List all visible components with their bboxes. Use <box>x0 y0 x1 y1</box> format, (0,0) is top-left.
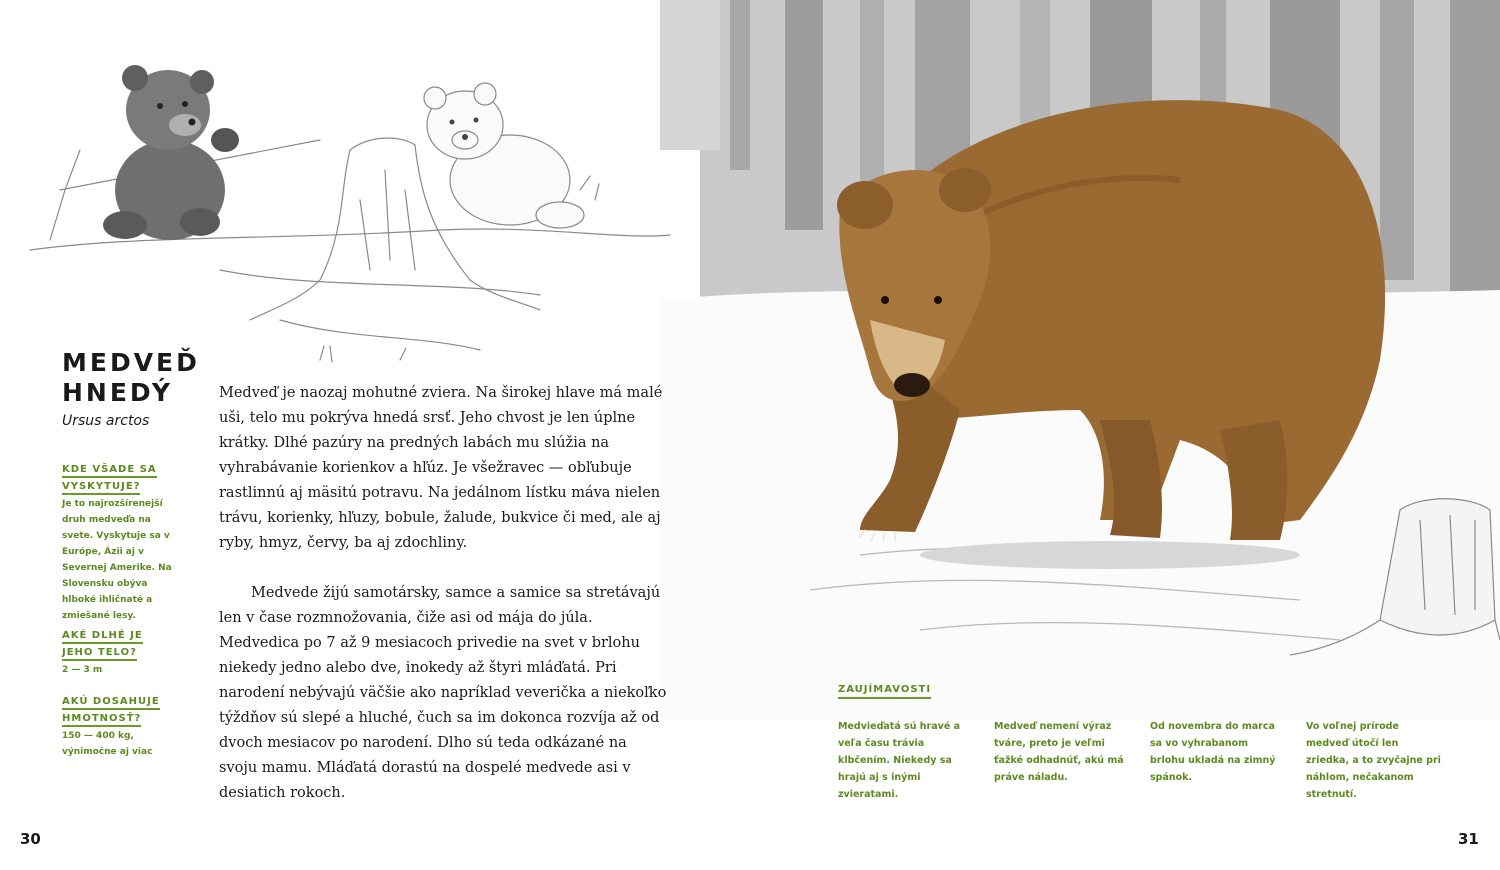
fact-heading-line-2: HMOTNOSŤ? <box>62 713 141 727</box>
adult-bear-figure <box>837 100 1385 569</box>
fact-heading <box>62 693 174 727</box>
bear-cubs-sketch-illustration <box>20 40 680 370</box>
title-line-2: HNEDÝ <box>62 378 173 407</box>
sitting-cub-figure <box>103 65 239 240</box>
trivia-item-2: Medveď nemení výraz tváre, preto je veľmi ťažké odhadnúť, akú má práve náladu. <box>994 721 1124 783</box>
fact-heading-line-2: VYSKYTUJE? <box>62 481 140 495</box>
trivia-item-4: Vo voľnej prírode medveď útočí len zriedka, a to zvyčajne pri náhlom, nečakanom stretnutí. <box>1306 721 1441 800</box>
resting-cub-figure <box>424 83 584 228</box>
fact-heading <box>62 627 174 661</box>
fact-heading-line-1: AKÚ DOSAHUJE <box>62 696 160 710</box>
body-paragraph-1: Medveď je naozaj mohutné zviera. Na širokej hlave má malé uši, telo mu pokrýva hnedá srsť. Jeho chvost je len úplne krátky. Dlhé pazúry na predných labách mu slúžia na vyhrabávanie korienkov a hľúz. Je všežravec — obľubuje rastlinnú aj mäsitú potravu. Na jedálnom lístku máva nielen trávu, korienky, hľuzy, bobule, žalude, bukvice či med, ale aj ryby, hmyz, červy, ba aj zdochliny. <box>219 385 663 551</box>
fact-text: 2 — 3 m <box>62 665 103 675</box>
fact-heading-line-2: JEHO TELO? <box>62 647 137 661</box>
page-title <box>62 348 200 408</box>
fact-text: 150 — 400 kg, výnimočne aj viac <box>62 731 153 757</box>
fact-weight <box>62 693 174 760</box>
fact-text: Je to najrozšírenejší druh medveďa na svete. Vyskytuje sa v Európe, Ázii aj v Severnej Amerike. Na Slovensku obýva hlboké ihličnaté a zmiešané lesy. <box>62 499 172 621</box>
page-number-left: 30 <box>20 830 41 848</box>
title-line-1: MEDVEĎ <box>62 348 200 377</box>
body-paragraph-2: Medvede žijú samotársky, samce a samice sa stretávajú len v čase rozmnožovania, čiže asi od mája do júla. Medvedica po 7 až 9 mesiacoch privedie na svet v brlohu niekedy jedno alebo dve, inokedy až štyri mláďatá. Pri narodení nebývajú väčšie ako napríklad veverička a niekoľko týždňov sú slepé a hluché, čuch sa im dokonca rozvíja až od dvoch mesiacov po narodení. Dlho sú teda odkázané na svoju mamu. Mláďatá dorastú na dospelé medvede asi v desiatich rokoch. <box>219 585 667 801</box>
fact-heading-line-1: AKÉ DLHÉ JE <box>62 630 143 644</box>
trivia-item-1: Medvieďatá sú hravé a veľa času trávia klbčením. Niekedy sa hrajú aj s inými zvieratami. <box>838 721 960 800</box>
page-number-right: 31 <box>1458 830 1479 848</box>
trivia-heading: ZAUJÍMAVOSTI <box>838 684 931 695</box>
latin-name: Ursus arctos <box>62 413 150 429</box>
main-text <box>219 381 669 806</box>
trivia-item-3: Od novembra do marca sa vo vyhrabanom brlohu ukladá na zimný spánok. <box>1150 721 1276 783</box>
fact-heading <box>62 461 174 495</box>
brown-bear-illustration <box>660 0 1500 720</box>
fact-heading-line-1: KDE VŠADE SA <box>62 464 157 478</box>
fact-length <box>62 627 174 678</box>
fact-habitat <box>62 461 174 624</box>
